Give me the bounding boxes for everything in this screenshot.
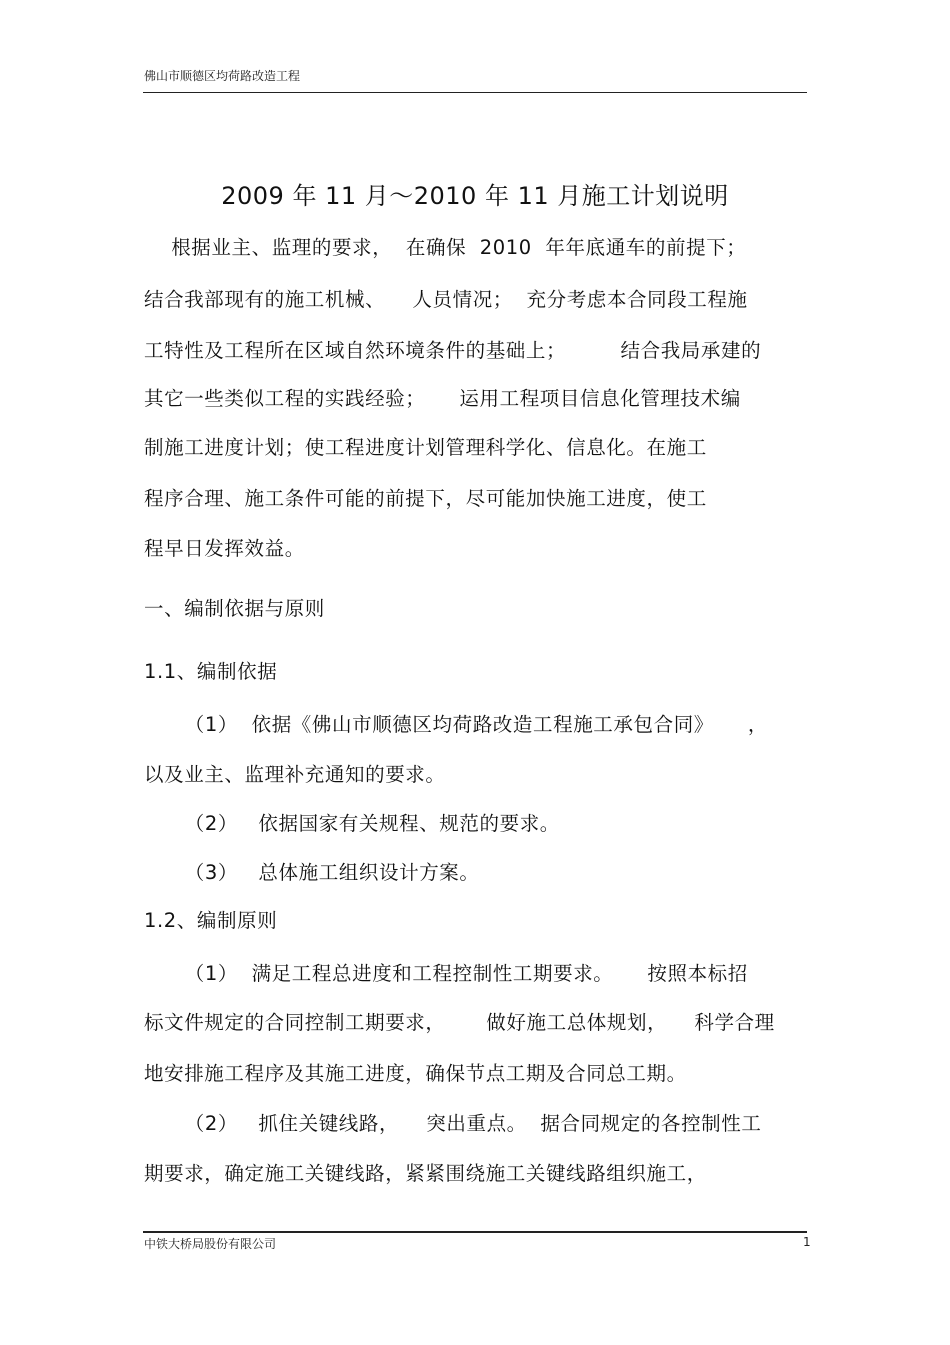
body-line: （2） 抓住关键线路， 突出重点。 据合同规定的各控制性工 — [144, 1112, 762, 1135]
subsection-heading: 1.2、编制原则 — [144, 909, 278, 932]
body-line: （2） 依据国家有关规程、规范的要求。 — [144, 812, 560, 835]
document-title: 2009 年 11 月～2010 年 11 月施工计划说明 — [221, 182, 729, 210]
section-heading: 一、编制依据与原则 — [144, 597, 325, 620]
subsection-heading: 1.1、编制依据 — [144, 660, 278, 683]
body-line: （3） 总体施工组织设计方案。 — [144, 861, 480, 884]
body-line: （1） 满足工程总进度和工程控制性工期要求。 按照本标招 — [144, 962, 748, 985]
footer-divider — [143, 1231, 807, 1233]
body-line: 程序合理、施工条件可能的前提下，尽可能加快施工进度，使工 — [144, 487, 707, 510]
body-line: 制施工进度计划；使工程进度计划管理科学化、信息化。在施工 — [144, 436, 707, 459]
body-line: 结合我部现有的施工机械、 人员情况； 充分考虑本合同段工程施 — [144, 288, 748, 311]
header-divider — [143, 92, 807, 93]
body-line: 工特性及工程所在区域自然环境条件的基础上； 结合我局承建的 — [144, 339, 762, 362]
footer-company: 中铁大桥局股份有限公司 — [144, 1237, 277, 1251]
page-number: 1 — [803, 1235, 811, 1249]
body-line: 以及业主、监理补充通知的要求。 — [144, 763, 446, 786]
body-line: 标文件规定的合同控制工期要求， 做好施工总体规划， 科学合理 — [144, 1011, 775, 1034]
body-line: 地安排施工程序及其施工进度，确保节点工期及合同总工期。 — [144, 1062, 687, 1085]
body-line: 根据业主、监理的要求， 在确保 2010 年年底通车的前提下； — [144, 236, 747, 259]
body-line: 程早日发挥效益。 — [144, 537, 305, 560]
page-header: 佛山市顺德区均荷路改造工程 — [144, 69, 301, 83]
body-line: 其它一些类似工程的实践经验； 运用工程项目信息化管理技术编 — [144, 387, 741, 410]
body-line: （1） 依据《佛山市顺德区均荷路改造工程施工承包合同》 ， — [144, 713, 768, 736]
body-line: 期要求，确定施工关键线路，紧紧围绕施工关键线路组织施工， — [144, 1162, 707, 1185]
